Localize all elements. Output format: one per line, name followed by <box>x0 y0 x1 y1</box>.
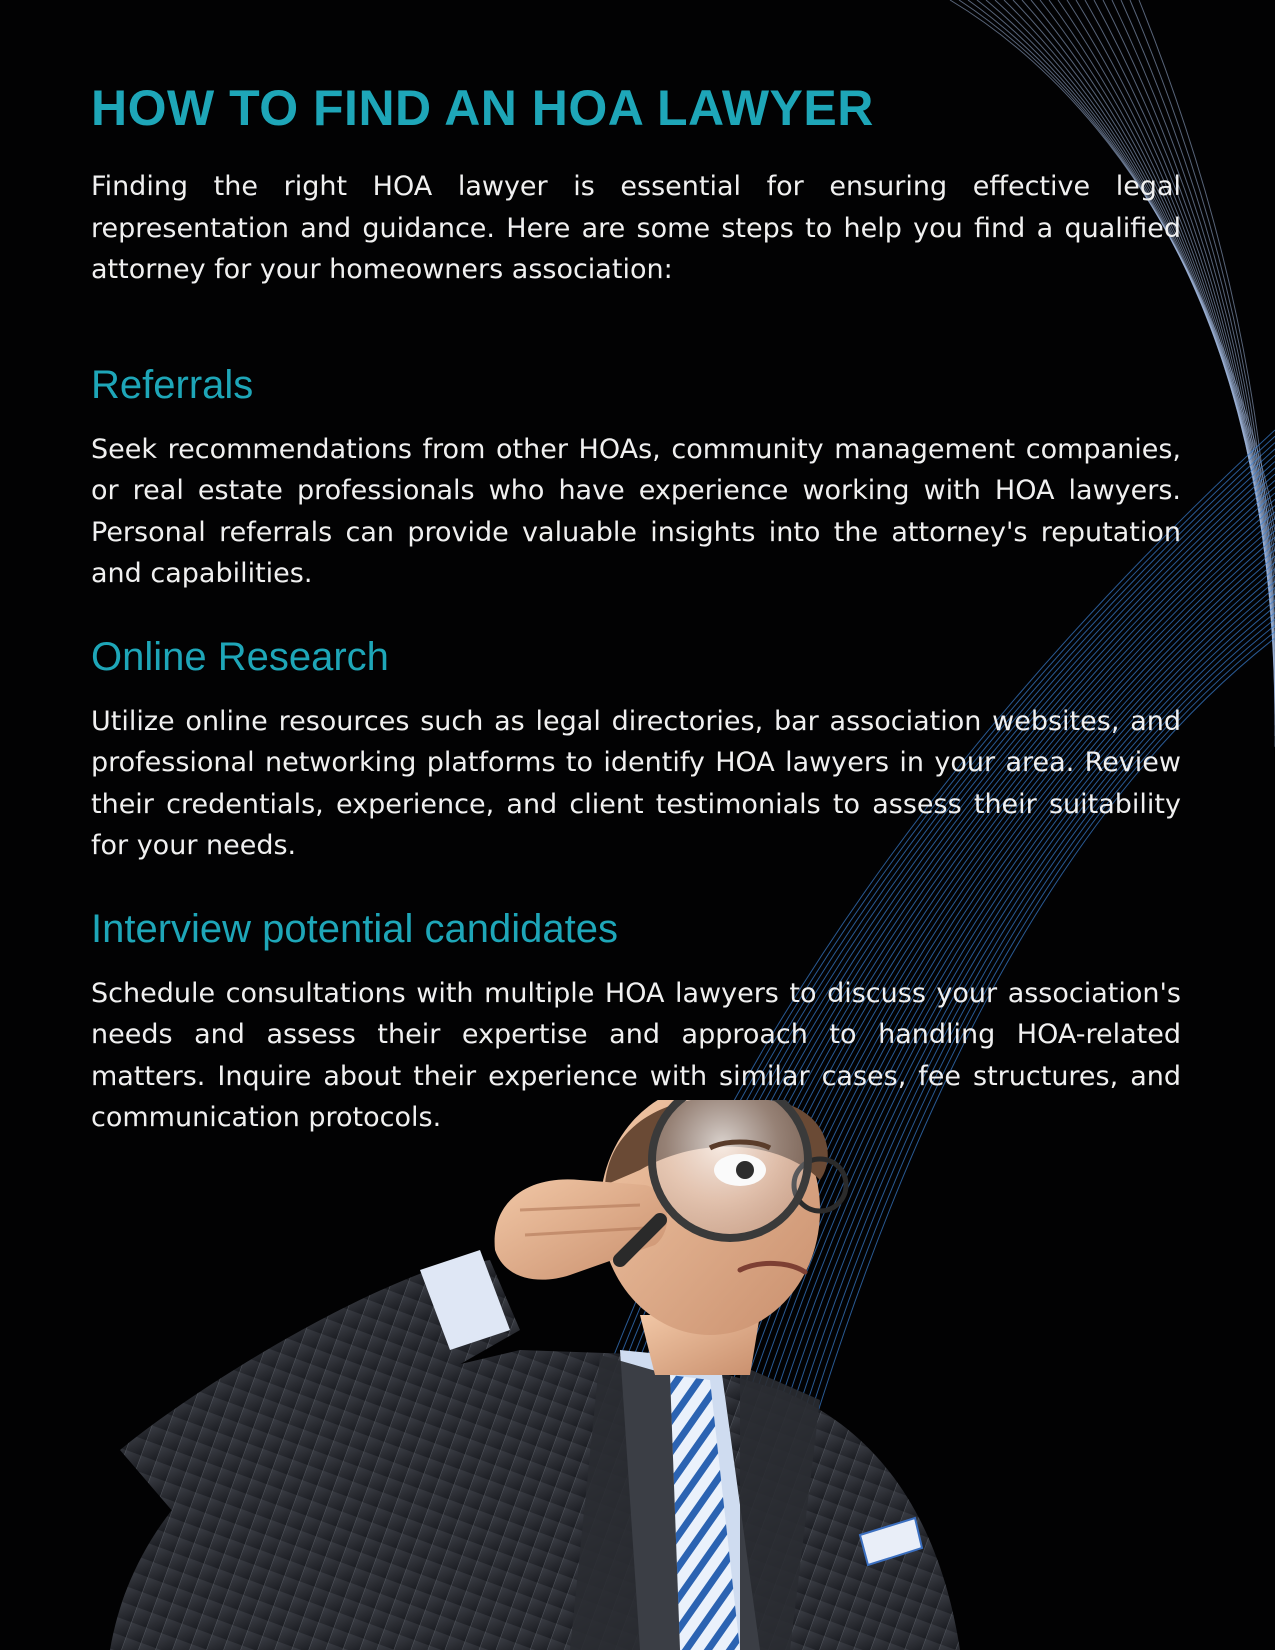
intro-paragraph: Finding the right HOA lawyer is essential for ensuring effective legal representation and guidance. Here are some steps to help you find a qualified attorney for your homeowners association: <box>91 171 1181 285</box>
section-heading: Online Research <box>91 634 389 679</box>
page-title: HOW TO FIND AN HOA LAWYER <box>91 80 874 136</box>
section-referrals <box>91 361 1181 595</box>
section-interview-candidates <box>91 905 1181 1139</box>
section-body: Seek recommendations from other HOAs, community management companies, or real estate professionals who have experience working with HOA lawyers. Personal referrals can provide valuable insights into the attorney's reputation and capabilities. <box>91 433 1181 589</box>
main-content <box>91 78 1181 1177</box>
section-body: Utilize online resources such as legal directories, bar association websites, and professional networking platforms to identify HOA lawyers in your area. Review their credentials, experience, and client testimonials to assess their suitability for your needs. <box>91 705 1181 861</box>
section-heading: Interview potential candidates <box>91 906 618 951</box>
section-body: Schedule consultations with multiple HOA lawyers to discuss your association's needs and assess their expertise and approach to handling HOA-related matters. Inquire about their experience with similar cases, fee structures, and communication protocols. <box>91 977 1181 1133</box>
man-with-magnifying-glass-icon <box>100 1100 1000 1650</box>
section-online-research <box>91 633 1181 867</box>
section-heading: Referrals <box>91 362 254 407</box>
